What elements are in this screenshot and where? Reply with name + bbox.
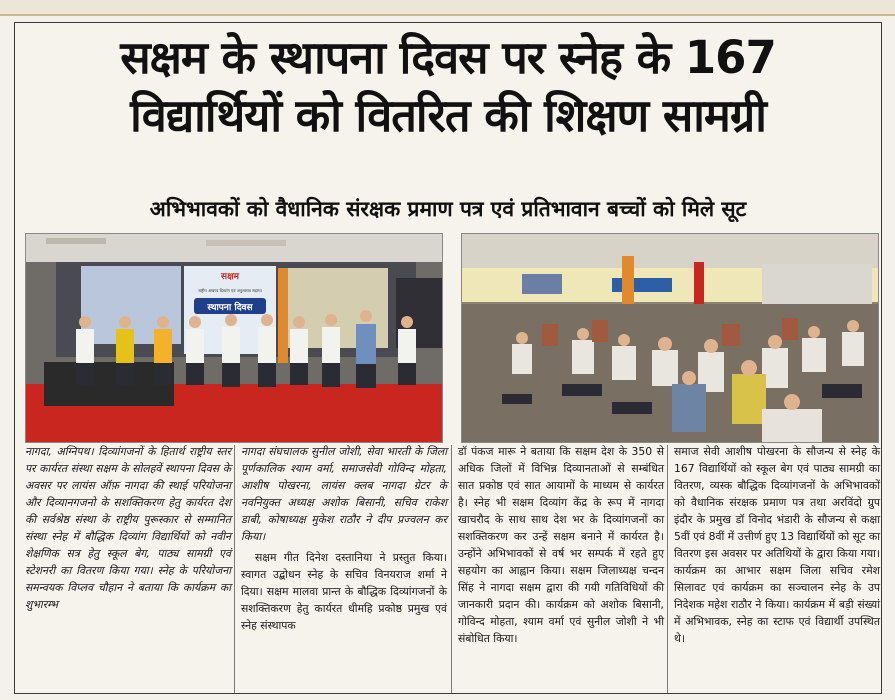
article-column-4: [674, 443, 880, 647]
column-3-text: डॉ पंकज मारू ने बताया कि सक्षम देश के 350 से अधिक जिलों में विभिन्न दिव्यानताओं से सम्बंधित सात प्रकोष्ठ एवं सात आयामों के माध्यम से कार्यरत है। स्नेह भी सक्षम दिव्यांग केंद्र के रूप में नागदा खाचरौद के साथ साथ देश भर के दिव्यांगजनों का सशक्तिकरण कर उन्हें सक्षम बनाने में कार्यरत है। उन्होंने अभिभावकों से वर्ष भर सम्पर्क में रहते हुए सहयोग का आह्वान किया। सक्षम जिलाध्यक्ष चन्दन सिंह ने नागदा सक्षम द्वारा की गयी गतिविधियों की जानकारी प्रदान की। कार्यक्रम को अशोक बिसानी, गोविन्द मोहता, श्याम वर्मा एवं सुनील जोशी ने भी संबोधित किया।: [458, 445, 664, 645]
subheadline: अभिभावकों को वैधानिक संरक्षक प्रमाण पत्र एवं प्रतिभावान बच्चों को मिले सूट: [149, 197, 747, 221]
article-column-2: [241, 443, 447, 634]
article-column-1: [25, 443, 231, 613]
column-2-text-a: नागदा संघचालक सुनील जोशी, सेवा भारती के जिला पूर्णकालिक श्याम वर्मा, समाजसेवी गोविन्द मोहता, आशीष पोखरना, लायंस क्लब नागदा ग्रेटर के नवनियुक्त अध्यक्ष अशोक बिसानी, सचिव राकेश डाबी, कोषाध्यक्ष मुकेश राठौर ने दीप प्रज्वलन कर किया।: [241, 445, 447, 543]
column-divider-1: [234, 445, 235, 693]
column-2-text-b: सक्षम गीत दिनेश दस्तानिया ने प्रस्तुत किया। स्वागत उद्बोधन स्नेह के सचिव विनयराज शर्मा ने दिया। सक्षम मालवा प्रान्त के बौद्धिक दिव्यांगजनों के सशक्तिकरण हेतु कार्यरत धीमहि प्रकोष्ठ प्रमुख एवं स्नेह संस्थापक: [241, 551, 447, 632]
column-divider-3: [667, 445, 668, 693]
column-4-text: समाज सेवी आशीष पोखरना के सौजन्य से स्नेह के 167 विद्यार्थियों को स्कूल बेग एवं पाठ्य सामग्री का वितरण, व्यस्क बौद्धिक दिव्यांगजनों के अभिभावकों को वैधानिक संरक्षक प्रमाण पत्र तथा अरविंदो ग्रुप इंदौर के प्रमुख डॉ विनोद भंडारी के सौजन्य से कक्षा 5वीं एवं 8वीं में उत्तीर्ण हुए 13 विद्यार्थियों को सूट का वितरण इस अवसर पर अतिथियों के द्वारा किया गया। कार्यक्रम का आभार सक्षम जिला सचिव रमेश सिलावट एवं कार्यक्रम का सञ्चालन स्नेह के उप निदेशक महेश राठौर ने किया। कार्यक्रम में बड़ी संख्यां में अभिभावक, स्नेह का स्टाफ एवं विद्यार्थी उपस्थित थे।: [674, 445, 880, 645]
headline: [15, 29, 881, 145]
column-divider-2: [451, 445, 452, 693]
headline-line-1: सक्षम के स्थापना दिवस पर स्नेह के 167: [120, 31, 776, 84]
photo-stage-guests: [25, 233, 443, 443]
page-top-rule: [0, 0, 895, 16]
stage-photo-illustration: [26, 234, 442, 442]
photo-audience-hall: [461, 233, 879, 443]
audience-photo-illustration: [462, 234, 878, 442]
banner-title: स्थापना दिवस: [207, 303, 253, 313]
headline-line-2: विद्यार्थियों को वितरित की शिक्षण सामग्री: [130, 89, 766, 142]
banner-brand: सक्षम: [221, 272, 239, 282]
news-article: [14, 22, 882, 694]
article-column-3: [458, 443, 664, 647]
column-1-text: नागदा, अग्निपथ। दिव्यांगजनों के हितार्थ राष्ट्रीय स्तर पर कार्यरत संस्था सक्षम के सोलहवें स्थापना दिवस के अवसर पर लायंस ऑफ़ नागदा की स्थाई परियोजना और दिव्यानगजनो के सशक्तिकरण हेतु कार्यरत देश की सर्वश्रेष्ठ संस्था के राष्ट्रीय पुरूस्कार से सम्मानित संस्था स्नेह में बौद्धिक दिव्यांग विद्यार्थियों को नवीन शेक्षणिक सत्र हेतु स्कूल बेग, पाठ्य सामग्री एवं स्टेशनरी का वितरण किया गया। स्नेह के परियोजना समन्वयक विप्लव चौहान ने बताया कि कार्यक्रम का शुभारम्भ: [25, 445, 231, 611]
banner-sub: राष्ट्रीय अखण्ड दिव्यांग एवं अनुश्वरत्व सहाय्य: [198, 288, 262, 293]
